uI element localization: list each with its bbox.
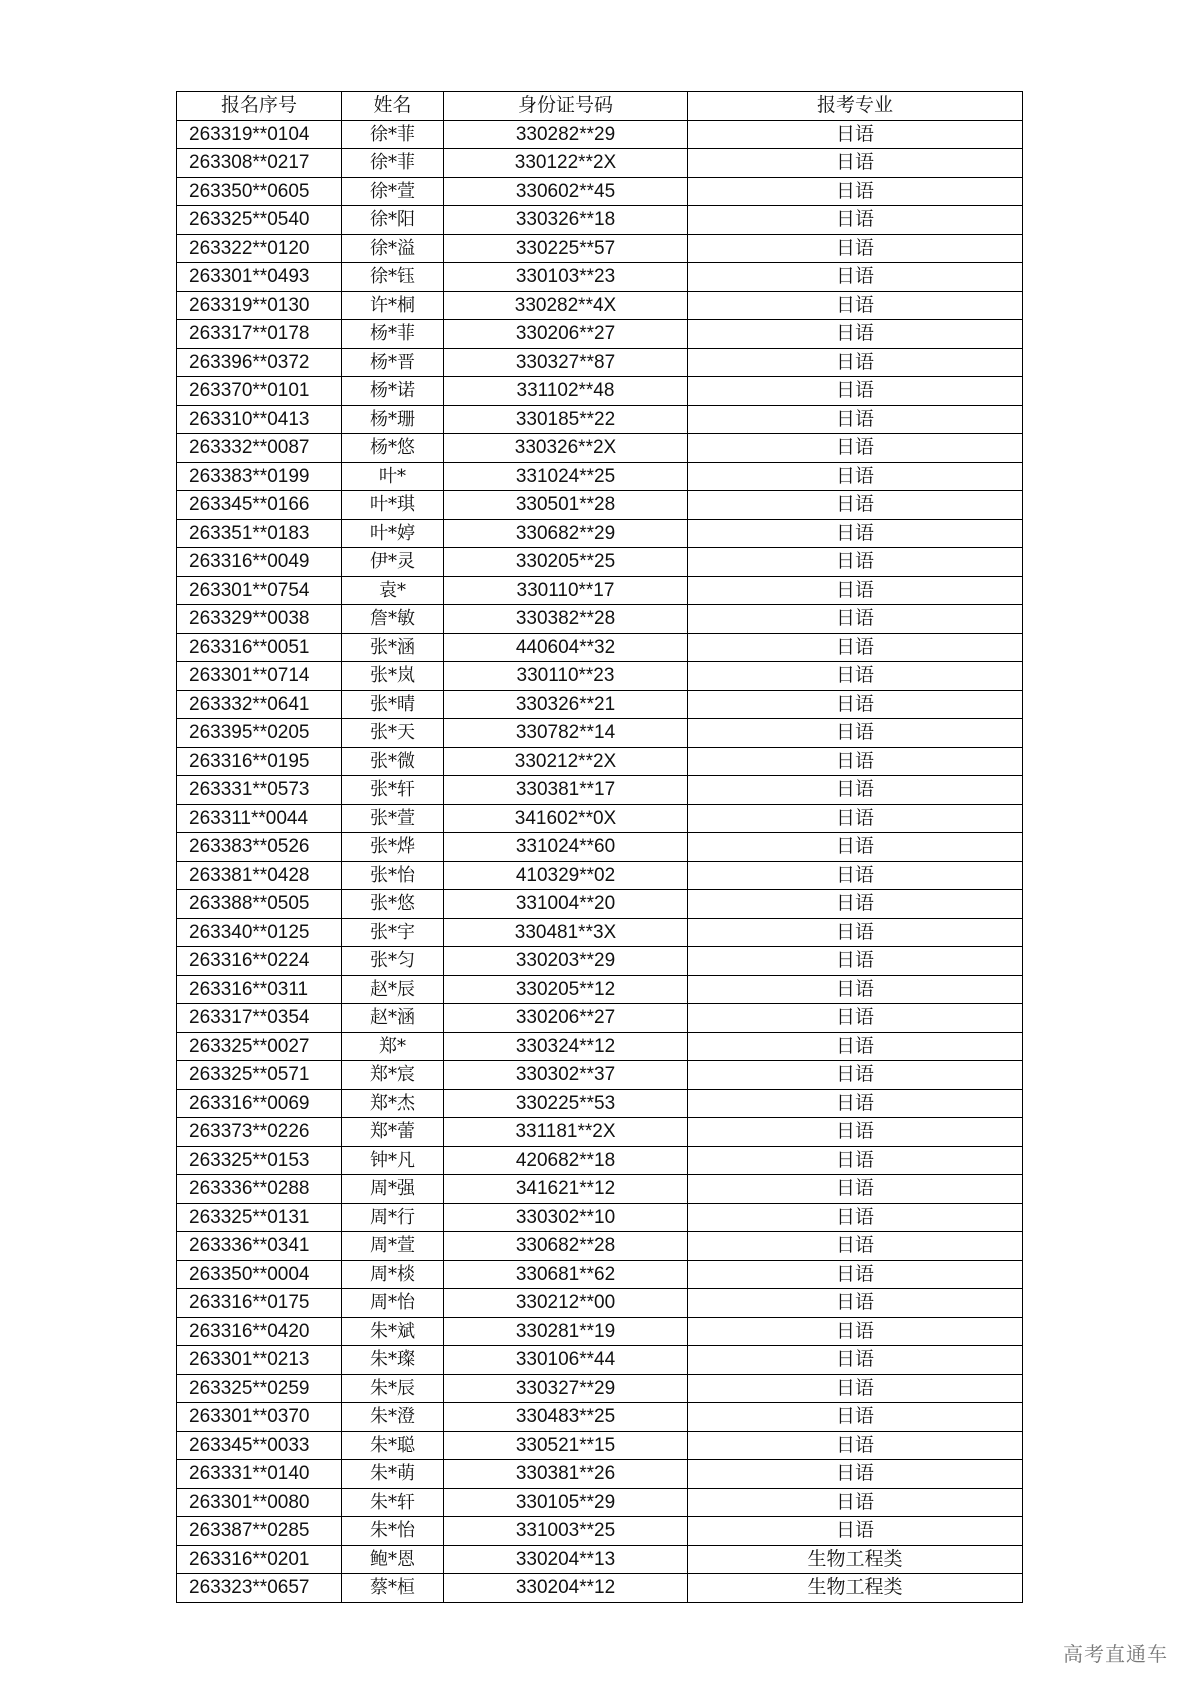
cell-name: 张*烨 bbox=[342, 833, 444, 862]
table-header-row bbox=[177, 92, 1023, 121]
cell-registration-number: 263350**0004 bbox=[177, 1260, 342, 1289]
cell-major: 日语 bbox=[688, 291, 1023, 320]
cell-id-card-number: 330302**37 bbox=[444, 1061, 688, 1090]
cell-major: 日语 bbox=[688, 462, 1023, 491]
cell-registration-number: 263317**0178 bbox=[177, 320, 342, 349]
table-row bbox=[177, 1175, 1023, 1204]
cell-name: 周*怡 bbox=[342, 1289, 444, 1318]
cell-major: 日语 bbox=[688, 348, 1023, 377]
cell-major: 生物工程类 bbox=[688, 1545, 1023, 1574]
cell-id-card-number: 330326**2X bbox=[444, 434, 688, 463]
cell-registration-number: 263316**0069 bbox=[177, 1089, 342, 1118]
table-row bbox=[177, 1260, 1023, 1289]
table-row bbox=[177, 804, 1023, 833]
cell-registration-number: 263388**0505 bbox=[177, 890, 342, 919]
cell-registration-number: 263316**0311 bbox=[177, 975, 342, 1004]
cell-name: 张*天 bbox=[342, 719, 444, 748]
cell-major: 日语 bbox=[688, 776, 1023, 805]
table-row bbox=[177, 348, 1023, 377]
table-row bbox=[177, 918, 1023, 947]
cell-name: 郑*宸 bbox=[342, 1061, 444, 1090]
cell-name: 伊*灵 bbox=[342, 548, 444, 577]
cell-major: 日语 bbox=[688, 975, 1023, 1004]
table-row bbox=[177, 320, 1023, 349]
cell-registration-number: 263381**0428 bbox=[177, 861, 342, 890]
cell-registration-number: 263325**0540 bbox=[177, 206, 342, 235]
table-row bbox=[177, 1317, 1023, 1346]
cell-registration-number: 263395**0205 bbox=[177, 719, 342, 748]
header-major: 报考专业 bbox=[688, 92, 1023, 121]
cell-registration-number: 263319**0104 bbox=[177, 120, 342, 149]
cell-id-card-number: 330282**29 bbox=[444, 120, 688, 149]
cell-registration-number: 263310**0413 bbox=[177, 405, 342, 434]
cell-major: 日语 bbox=[688, 633, 1023, 662]
cell-major: 日语 bbox=[688, 833, 1023, 862]
table-row bbox=[177, 377, 1023, 406]
cell-id-card-number: 330326**21 bbox=[444, 690, 688, 719]
cell-major: 日语 bbox=[688, 548, 1023, 577]
cell-major: 日语 bbox=[688, 1346, 1023, 1375]
table-row bbox=[177, 719, 1023, 748]
table-row bbox=[177, 1203, 1023, 1232]
header-id-card-number: 身份证号码 bbox=[444, 92, 688, 121]
cell-major: 日语 bbox=[688, 605, 1023, 634]
cell-major: 日语 bbox=[688, 234, 1023, 263]
cell-major: 日语 bbox=[688, 1317, 1023, 1346]
cell-id-card-number: 330327**29 bbox=[444, 1374, 688, 1403]
table-row bbox=[177, 263, 1023, 292]
cell-id-card-number: 330302**10 bbox=[444, 1203, 688, 1232]
cell-major: 日语 bbox=[688, 918, 1023, 947]
cell-name: 徐*菲 bbox=[342, 149, 444, 178]
cell-name: 杨*珊 bbox=[342, 405, 444, 434]
cell-name: 赵*辰 bbox=[342, 975, 444, 1004]
cell-name: 周*萱 bbox=[342, 1232, 444, 1261]
cell-name: 张*怡 bbox=[342, 861, 444, 890]
cell-registration-number: 263325**0131 bbox=[177, 1203, 342, 1232]
cell-major: 日语 bbox=[688, 434, 1023, 463]
cell-major: 生物工程类 bbox=[688, 1574, 1023, 1603]
cell-major: 日语 bbox=[688, 804, 1023, 833]
cell-major: 日语 bbox=[688, 1175, 1023, 1204]
cell-name: 朱*聪 bbox=[342, 1431, 444, 1460]
cell-name: 张*宇 bbox=[342, 918, 444, 947]
cell-name: 张*匀 bbox=[342, 947, 444, 976]
cell-registration-number: 263332**0087 bbox=[177, 434, 342, 463]
table-row bbox=[177, 662, 1023, 691]
table-row bbox=[177, 1146, 1023, 1175]
table-row bbox=[177, 633, 1023, 662]
cell-major: 日语 bbox=[688, 519, 1023, 548]
cell-major: 日语 bbox=[688, 1032, 1023, 1061]
cell-name: 张*悠 bbox=[342, 890, 444, 919]
table-row bbox=[177, 576, 1023, 605]
cell-major: 日语 bbox=[688, 1517, 1023, 1546]
cell-major: 日语 bbox=[688, 149, 1023, 178]
admission-list-table bbox=[176, 91, 1023, 1603]
cell-registration-number: 263319**0130 bbox=[177, 291, 342, 320]
table-row bbox=[177, 1061, 1023, 1090]
cell-major: 日语 bbox=[688, 1374, 1023, 1403]
table-row bbox=[177, 234, 1023, 263]
cell-name: 郑*蕾 bbox=[342, 1118, 444, 1147]
cell-registration-number: 263323**0657 bbox=[177, 1574, 342, 1603]
cell-id-card-number: 331024**60 bbox=[444, 833, 688, 862]
cell-name: 张*萱 bbox=[342, 804, 444, 833]
cell-name: 朱*怡 bbox=[342, 1517, 444, 1546]
cell-registration-number: 263316**0051 bbox=[177, 633, 342, 662]
cell-registration-number: 263340**0125 bbox=[177, 918, 342, 947]
table-row bbox=[177, 548, 1023, 577]
cell-name: 杨*诺 bbox=[342, 377, 444, 406]
cell-name: 张*微 bbox=[342, 747, 444, 776]
cell-registration-number: 263336**0341 bbox=[177, 1232, 342, 1261]
cell-name: 周*强 bbox=[342, 1175, 444, 1204]
cell-name: 叶*琪 bbox=[342, 491, 444, 520]
cell-registration-number: 263317**0354 bbox=[177, 1004, 342, 1033]
cell-registration-number: 263301**0080 bbox=[177, 1488, 342, 1517]
cell-registration-number: 263325**0571 bbox=[177, 1061, 342, 1090]
table-row bbox=[177, 975, 1023, 1004]
cell-name: 许*桐 bbox=[342, 291, 444, 320]
cell-id-card-number: 330782**14 bbox=[444, 719, 688, 748]
table-row bbox=[177, 434, 1023, 463]
cell-name: 杨*菲 bbox=[342, 320, 444, 349]
cell-major: 日语 bbox=[688, 491, 1023, 520]
cell-major: 日语 bbox=[688, 1232, 1023, 1261]
header-registration-number: 报名序号 bbox=[177, 92, 342, 121]
table-row bbox=[177, 120, 1023, 149]
table-row bbox=[177, 206, 1023, 235]
cell-id-card-number: 330212**00 bbox=[444, 1289, 688, 1318]
cell-name: 朱*澄 bbox=[342, 1403, 444, 1432]
cell-registration-number: 263383**0199 bbox=[177, 462, 342, 491]
cell-registration-number: 263331**0140 bbox=[177, 1460, 342, 1489]
table-row bbox=[177, 833, 1023, 862]
cell-registration-number: 263301**0493 bbox=[177, 263, 342, 292]
table-row bbox=[177, 1232, 1023, 1261]
cell-registration-number: 263345**0033 bbox=[177, 1431, 342, 1460]
cell-registration-number: 263373**0226 bbox=[177, 1118, 342, 1147]
cell-name: 蔡*桓 bbox=[342, 1574, 444, 1603]
cell-id-card-number: 330204**13 bbox=[444, 1545, 688, 1574]
cell-major: 日语 bbox=[688, 1118, 1023, 1147]
cell-name: 詹*敏 bbox=[342, 605, 444, 634]
cell-id-card-number: 330682**29 bbox=[444, 519, 688, 548]
cell-name: 朱*斌 bbox=[342, 1317, 444, 1346]
table-row bbox=[177, 890, 1023, 919]
table-row bbox=[177, 861, 1023, 890]
table-row bbox=[177, 1118, 1023, 1147]
table-row bbox=[177, 405, 1023, 434]
cell-name: 朱*璨 bbox=[342, 1346, 444, 1375]
cell-major: 日语 bbox=[688, 690, 1023, 719]
cell-id-card-number: 330212**2X bbox=[444, 747, 688, 776]
table-row bbox=[177, 1089, 1023, 1118]
cell-id-card-number: 330225**53 bbox=[444, 1089, 688, 1118]
cell-id-card-number: 330225**57 bbox=[444, 234, 688, 263]
table-row bbox=[177, 690, 1023, 719]
cell-id-card-number: 330206**27 bbox=[444, 320, 688, 349]
cell-id-card-number: 330205**25 bbox=[444, 548, 688, 577]
cell-id-card-number: 330682**28 bbox=[444, 1232, 688, 1261]
cell-id-card-number: 330205**12 bbox=[444, 975, 688, 1004]
cell-id-card-number: 330282**4X bbox=[444, 291, 688, 320]
cell-id-card-number: 330103**23 bbox=[444, 263, 688, 292]
cell-major: 日语 bbox=[688, 263, 1023, 292]
cell-id-card-number: 330206**27 bbox=[444, 1004, 688, 1033]
cell-name: 徐*阳 bbox=[342, 206, 444, 235]
cell-major: 日语 bbox=[688, 1004, 1023, 1033]
cell-registration-number: 263332**0641 bbox=[177, 690, 342, 719]
cell-name: 徐*钰 bbox=[342, 263, 444, 292]
cell-id-card-number: 330106**44 bbox=[444, 1346, 688, 1375]
table-body bbox=[177, 120, 1023, 1602]
cell-name: 钟*凡 bbox=[342, 1146, 444, 1175]
cell-id-card-number: 330110**17 bbox=[444, 576, 688, 605]
table-row bbox=[177, 776, 1023, 805]
table-row bbox=[177, 1431, 1023, 1460]
cell-major: 日语 bbox=[688, 1460, 1023, 1489]
cell-major: 日语 bbox=[688, 1260, 1023, 1289]
cell-name: 赵*涵 bbox=[342, 1004, 444, 1033]
cell-id-card-number: 330203**29 bbox=[444, 947, 688, 976]
cell-name: 叶* bbox=[342, 462, 444, 491]
cell-major: 日语 bbox=[688, 1203, 1023, 1232]
cell-id-card-number: 330185**22 bbox=[444, 405, 688, 434]
cell-major: 日语 bbox=[688, 1289, 1023, 1318]
cell-registration-number: 263301**0714 bbox=[177, 662, 342, 691]
cell-major: 日语 bbox=[688, 206, 1023, 235]
cell-id-card-number: 330521**15 bbox=[444, 1431, 688, 1460]
cell-id-card-number: 331102**48 bbox=[444, 377, 688, 406]
table-row bbox=[177, 1032, 1023, 1061]
cell-registration-number: 263370**0101 bbox=[177, 377, 342, 406]
cell-id-card-number: 341621**12 bbox=[444, 1175, 688, 1204]
cell-id-card-number: 330483**25 bbox=[444, 1403, 688, 1432]
cell-major: 日语 bbox=[688, 890, 1023, 919]
cell-name: 张*晴 bbox=[342, 690, 444, 719]
cell-registration-number: 263351**0183 bbox=[177, 519, 342, 548]
cell-registration-number: 263322**0120 bbox=[177, 234, 342, 263]
cell-id-card-number: 330105**29 bbox=[444, 1488, 688, 1517]
cell-registration-number: 263325**0027 bbox=[177, 1032, 342, 1061]
table-row bbox=[177, 519, 1023, 548]
cell-registration-number: 263316**0195 bbox=[177, 747, 342, 776]
table-row bbox=[177, 1545, 1023, 1574]
cell-major: 日语 bbox=[688, 719, 1023, 748]
cell-name: 张*岚 bbox=[342, 662, 444, 691]
cell-id-card-number: 330681**62 bbox=[444, 1260, 688, 1289]
cell-id-card-number: 330110**23 bbox=[444, 662, 688, 691]
cell-registration-number: 263311**0044 bbox=[177, 804, 342, 833]
cell-registration-number: 263396**0372 bbox=[177, 348, 342, 377]
table-row bbox=[177, 177, 1023, 206]
cell-major: 日语 bbox=[688, 1431, 1023, 1460]
cell-name: 郑* bbox=[342, 1032, 444, 1061]
cell-name: 朱*轩 bbox=[342, 1488, 444, 1517]
table-row bbox=[177, 491, 1023, 520]
cell-id-card-number: 331181**2X bbox=[444, 1118, 688, 1147]
cell-major: 日语 bbox=[688, 120, 1023, 149]
table-row bbox=[177, 605, 1023, 634]
cell-major: 日语 bbox=[688, 861, 1023, 890]
table-row bbox=[177, 1403, 1023, 1432]
cell-major: 日语 bbox=[688, 747, 1023, 776]
cell-id-card-number: 330381**17 bbox=[444, 776, 688, 805]
cell-name: 徐*菲 bbox=[342, 120, 444, 149]
cell-major: 日语 bbox=[688, 320, 1023, 349]
cell-id-card-number: 330501**28 bbox=[444, 491, 688, 520]
cell-id-card-number: 410329**02 bbox=[444, 861, 688, 890]
cell-registration-number: 263316**0201 bbox=[177, 1545, 342, 1574]
cell-registration-number: 263383**0526 bbox=[177, 833, 342, 862]
cell-name: 杨*晋 bbox=[342, 348, 444, 377]
cell-id-card-number: 331003**25 bbox=[444, 1517, 688, 1546]
cell-id-card-number: 330327**87 bbox=[444, 348, 688, 377]
cell-id-card-number: 440604**32 bbox=[444, 633, 688, 662]
cell-major: 日语 bbox=[688, 177, 1023, 206]
cell-major: 日语 bbox=[688, 662, 1023, 691]
cell-id-card-number: 341602**0X bbox=[444, 804, 688, 833]
table-row bbox=[177, 1004, 1023, 1033]
cell-name: 郑*杰 bbox=[342, 1089, 444, 1118]
cell-id-card-number: 330602**45 bbox=[444, 177, 688, 206]
cell-registration-number: 263329**0038 bbox=[177, 605, 342, 634]
cell-registration-number: 263331**0573 bbox=[177, 776, 342, 805]
cell-name: 叶*婷 bbox=[342, 519, 444, 548]
cell-major: 日语 bbox=[688, 1146, 1023, 1175]
cell-name: 朱*萌 bbox=[342, 1460, 444, 1489]
table-row bbox=[177, 1374, 1023, 1403]
table-row bbox=[177, 1574, 1023, 1603]
cell-id-card-number: 330481**3X bbox=[444, 918, 688, 947]
table-row bbox=[177, 149, 1023, 178]
cell-registration-number: 263387**0285 bbox=[177, 1517, 342, 1546]
cell-name: 张*涵 bbox=[342, 633, 444, 662]
table-row bbox=[177, 747, 1023, 776]
cell-id-card-number: 331004**20 bbox=[444, 890, 688, 919]
table-row bbox=[177, 462, 1023, 491]
cell-name: 朱*辰 bbox=[342, 1374, 444, 1403]
cell-registration-number: 263308**0217 bbox=[177, 149, 342, 178]
cell-registration-number: 263316**0224 bbox=[177, 947, 342, 976]
cell-registration-number: 263301**0370 bbox=[177, 1403, 342, 1432]
cell-major: 日语 bbox=[688, 377, 1023, 406]
cell-major: 日语 bbox=[688, 1089, 1023, 1118]
cell-name: 徐*萱 bbox=[342, 177, 444, 206]
cell-registration-number: 263316**0420 bbox=[177, 1317, 342, 1346]
cell-major: 日语 bbox=[688, 405, 1023, 434]
cell-name: 周*行 bbox=[342, 1203, 444, 1232]
cell-registration-number: 263345**0166 bbox=[177, 491, 342, 520]
cell-registration-number: 263325**0153 bbox=[177, 1146, 342, 1175]
watermark-text: 高考直通车 bbox=[1063, 1642, 1168, 1666]
cell-major: 日语 bbox=[688, 1061, 1023, 1090]
cell-major: 日语 bbox=[688, 1403, 1023, 1432]
cell-name: 袁* bbox=[342, 576, 444, 605]
cell-major: 日语 bbox=[688, 1488, 1023, 1517]
table-row bbox=[177, 291, 1023, 320]
table-row bbox=[177, 947, 1023, 976]
cell-name: 鲍*恩 bbox=[342, 1545, 444, 1574]
table-row bbox=[177, 1289, 1023, 1318]
table-row bbox=[177, 1460, 1023, 1489]
table-row bbox=[177, 1346, 1023, 1375]
cell-id-card-number: 330281**19 bbox=[444, 1317, 688, 1346]
cell-name: 杨*悠 bbox=[342, 434, 444, 463]
cell-id-card-number: 330326**18 bbox=[444, 206, 688, 235]
cell-major: 日语 bbox=[688, 576, 1023, 605]
cell-id-card-number: 330381**26 bbox=[444, 1460, 688, 1489]
cell-id-card-number: 330382**28 bbox=[444, 605, 688, 634]
cell-name: 徐*溢 bbox=[342, 234, 444, 263]
cell-name: 张*轩 bbox=[342, 776, 444, 805]
cell-id-card-number: 330204**12 bbox=[444, 1574, 688, 1603]
cell-registration-number: 263316**0049 bbox=[177, 548, 342, 577]
header-name: 姓名 bbox=[342, 92, 444, 121]
cell-registration-number: 263301**0213 bbox=[177, 1346, 342, 1375]
cell-name: 周*棪 bbox=[342, 1260, 444, 1289]
cell-registration-number: 263316**0175 bbox=[177, 1289, 342, 1318]
cell-id-card-number: 330324**12 bbox=[444, 1032, 688, 1061]
cell-registration-number: 263336**0288 bbox=[177, 1175, 342, 1204]
cell-id-card-number: 420682**18 bbox=[444, 1146, 688, 1175]
table-row bbox=[177, 1488, 1023, 1517]
cell-major: 日语 bbox=[688, 947, 1023, 976]
cell-id-card-number: 331024**25 bbox=[444, 462, 688, 491]
cell-id-card-number: 330122**2X bbox=[444, 149, 688, 178]
cell-registration-number: 263301**0754 bbox=[177, 576, 342, 605]
cell-registration-number: 263325**0259 bbox=[177, 1374, 342, 1403]
table-row bbox=[177, 1517, 1023, 1546]
cell-registration-number: 263350**0605 bbox=[177, 177, 342, 206]
